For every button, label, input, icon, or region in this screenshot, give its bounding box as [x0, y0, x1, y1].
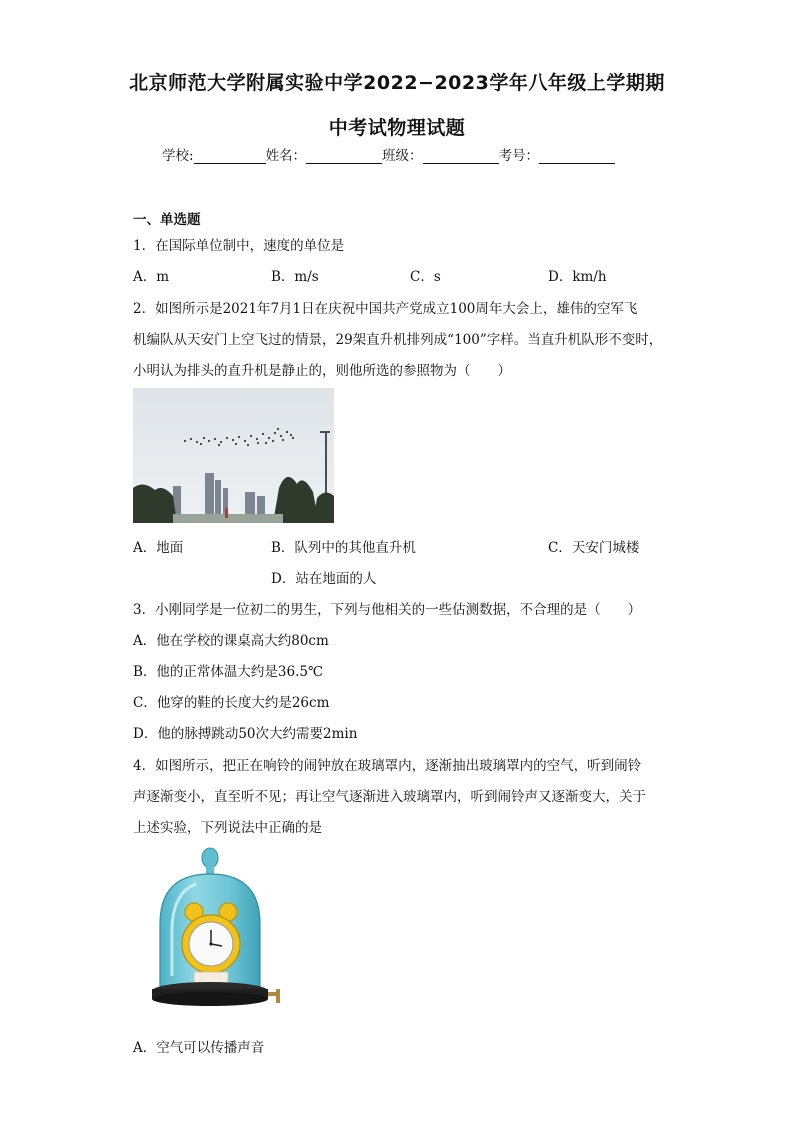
- q3-option-a[interactable]: A．他在学校的课桌高大约80cm: [133, 633, 329, 649]
- q1-option-b[interactable]: B．m/s: [271, 269, 319, 285]
- q2-stem-line1: 2．如图所示是2021年7月1日在庆祝中国共产党成立100周年大会上，雄伟的空军飞: [133, 301, 638, 317]
- q3-option-d[interactable]: D．他的脉搏跳动50次大约需要2min: [133, 726, 358, 742]
- q2-option-a[interactable]: A．地面: [133, 540, 184, 556]
- student-info-line: [162, 144, 615, 164]
- school-field[interactable]: [194, 149, 266, 164]
- q3-option-c[interactable]: C．他穿的鞋的长度大约是26cm: [133, 695, 330, 711]
- helicopter-formation-photo: [133, 388, 334, 523]
- q4-stem-line1: 4．如图所示，把正在响铃的闹钟放在玻璃罩内，逐渐抽出玻璃罩内的空气，听到闹铃: [133, 758, 642, 774]
- q4-stem-line2: 声逐渐变小，直至听不见；再让空气逐渐进入玻璃罩内，听到闹铃声又逐渐变大，关于: [133, 789, 646, 805]
- q1-option-d[interactable]: D．km/h: [548, 269, 607, 285]
- number-label: 考号：: [498, 148, 540, 164]
- q1-option-c[interactable]: C．s: [410, 269, 441, 285]
- q4-stem-line3: 上述实验，下列说法中正确的是: [133, 820, 322, 836]
- class-label: 班级：: [382, 148, 423, 164]
- number-field[interactable]: [539, 149, 615, 164]
- class-field[interactable]: [423, 149, 499, 164]
- q2-option-d[interactable]: D．站在地面的人: [271, 571, 377, 587]
- q2-stem-line3: 小明认为排头的直升机是静止的，则他所选的参照物为（ ）: [133, 363, 511, 379]
- q1-stem: 1．在国际单位制中，速度的单位是: [133, 238, 345, 254]
- school-label: 学校:: [162, 148, 194, 164]
- q2-option-c[interactable]: C．天安门城楼: [548, 540, 640, 556]
- section-heading: 一、单选题: [133, 212, 201, 228]
- q2-option-b[interactable]: B．队列中的其他直升机: [271, 540, 416, 556]
- q2-stem-line2: 机编队从天安门上空飞过的情景，29架直升机排列成“100”字样。当直升机队形不变时，: [133, 332, 663, 348]
- name-label: 姓名：: [265, 148, 307, 164]
- page-title-line1: 北京师范大学附属实验中学2022−2023学年八年级上学期期: [129, 72, 665, 94]
- q1-option-a[interactable]: A．m: [133, 269, 170, 285]
- page-title-line2: 中考试物理试题: [328, 117, 466, 139]
- q4-option-a[interactable]: A．空气可以传播声音: [133, 1040, 265, 1056]
- q3-option-b[interactable]: B．他的正常体温大约是36.5℃: [133, 664, 324, 680]
- name-field[interactable]: [306, 149, 382, 164]
- q3-stem: 3．小刚同学是一位初二的男生，下列与他相关的一些估测数据，不合理的是（ ）: [133, 602, 642, 618]
- bell-jar-alarm-clock-figure: [148, 846, 290, 1014]
